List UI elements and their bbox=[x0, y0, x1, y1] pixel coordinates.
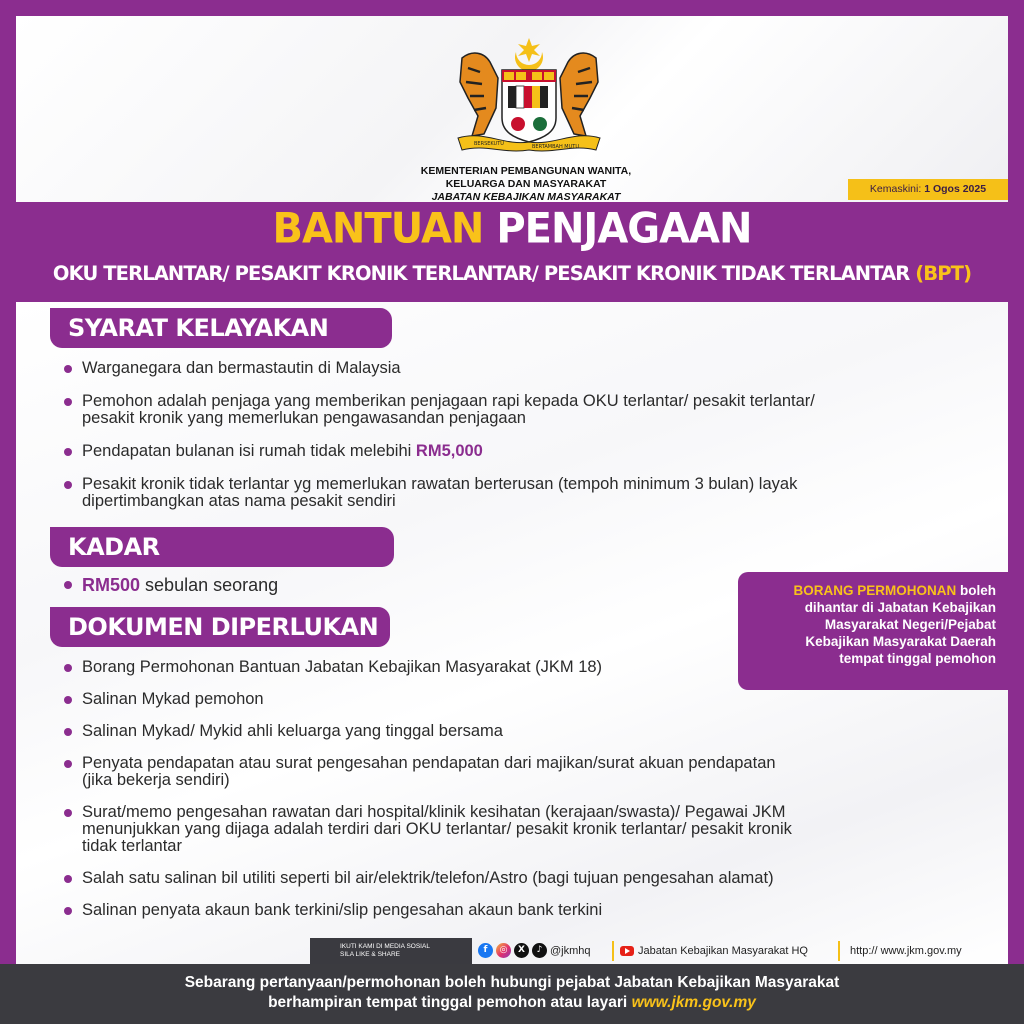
follow-us-label: IKUTI KAMI DI MEDIA SOSIAL SILA LIKE & SHARE bbox=[310, 938, 472, 964]
list-item: Pendapatan bulanan isi rumah tidak melebihi RM5,000 bbox=[64, 443, 984, 460]
application-note-highlight: BORANG PERMOHONAN bbox=[793, 583, 957, 598]
x-icon[interactable]: X bbox=[514, 943, 529, 958]
svg-text:BERSEKUTU: BERSEKUTU bbox=[474, 141, 504, 147]
social-strip bbox=[310, 938, 1008, 964]
eligibility-list bbox=[64, 360, 984, 510]
list-item: Borang Permohonan Bantuan Jabatan Kebajikan Masyarakat (JKM 18) bbox=[64, 659, 984, 676]
list-item: Salinan Mykad/ Mykid ahli keluarga yang tinggal bersama bbox=[64, 723, 984, 740]
divider bbox=[838, 941, 840, 961]
sub-title bbox=[0, 262, 1024, 285]
ministry-name bbox=[356, 165, 696, 204]
rate-text: sebulan seorang bbox=[145, 575, 279, 595]
facebook-icon[interactable]: f bbox=[478, 943, 493, 958]
application-note: BORANG PERMOHONAN boleh dihantar di Jabatan Kebajikan Masyarakat Negeri/Pejabat Kebajikan Masyarakat Daerah tempat tinggal pemohon bbox=[738, 572, 1008, 690]
ministry-line-1: KEMENTERIAN PEMBANGUNAN WANITA, bbox=[420, 165, 632, 177]
income-limit: RM5,000 bbox=[415, 442, 483, 460]
documents-heading: DOKUMEN DIPERLUKAN bbox=[50, 607, 390, 647]
eligibility-heading: SYARAT KELAYAKAN bbox=[50, 308, 392, 348]
website-link[interactable]: http:// www.jkm.gov.my bbox=[850, 945, 962, 957]
footer-url[interactable]: www.jkm.gov.my bbox=[631, 994, 756, 1011]
main-title-word2: PENJAGAAN bbox=[496, 204, 752, 254]
list-item: Pemohon adalah penjaga yang memberikan penjagaan rapi kepada OKU terlantar/ pesakit terlantar/ pesakit kronik yang memerlukan pengawasandan penjagaan bbox=[64, 393, 984, 427]
updated-date: 1 Ogos 2025 bbox=[924, 183, 987, 195]
social-icons bbox=[478, 943, 547, 959]
list-item: Pesakit kronik tidak terlantar yg memerlukan rawatan berterusan (tempoh minimum 3 bulan) layak dipertimbangkan atas nama pesakit sendiri bbox=[64, 476, 984, 510]
list-item: Salinan penyata akaun bank terkini/slip pengesahan akaun bank terkini bbox=[64, 902, 984, 919]
list-item: Salah satu salinan bil utiliti seperti bil air/elektrik/telefon/Astro (bagi tujuan pengesahan alamat) bbox=[64, 870, 984, 887]
ministry-line-2: KELUARGA DAN MASYARAKAT bbox=[445, 178, 607, 190]
divider bbox=[612, 941, 614, 961]
list-item: Surat/memo pengesahan rawatan dari hospital/klinik kesihatan (kerajaan/swasta)/ Pegawai JKM menunjukkan yang dijaga adalah terdiri dari OKU terlantar/ pesakit kronik terlantar/ pesakit kronik tidak terlantar bbox=[64, 804, 984, 855]
department-name: JABATAN KEBAJIKAN MASYARAKAT bbox=[431, 191, 621, 203]
instagram-icon[interactable]: ◎ bbox=[496, 943, 511, 958]
list-item: Warganegara dan bermastautin di Malaysia bbox=[64, 360, 984, 377]
title-band bbox=[0, 202, 1024, 302]
documents-list bbox=[64, 659, 984, 919]
list-item: Salinan Mykad pemohon bbox=[64, 691, 984, 708]
malaysia-coat-of-arms-icon bbox=[454, 38, 604, 156]
svg-text:BERTAMBAH MUTU: BERTAMBAH MUTU bbox=[532, 144, 579, 150]
footer bbox=[0, 964, 1024, 1024]
sub-title-text: OKU TERLANTAR/ PESAKIT KRONIK TERLANTAR/ PESAKIT KRONIK TIDAK TERLANTAR bbox=[52, 262, 910, 285]
rate-amount: RM500 bbox=[82, 575, 141, 595]
youtube-channel-name[interactable]: Jabatan Kebajikan Masyarakat HQ bbox=[638, 945, 808, 957]
youtube-icon[interactable] bbox=[620, 946, 634, 956]
list-item: Penyata pendapatan atau surat pengesahan pendapatan dari majikan/surat akuan pendapatan (jika bekerja sendiri) bbox=[64, 755, 984, 789]
updated-label: Kemaskini: bbox=[869, 183, 922, 195]
footer-line-2: berhampiran tempat tinggal pemohon atau layari www.jkm.gov.my bbox=[268, 994, 756, 1011]
main-title bbox=[0, 205, 1024, 253]
updated-badge bbox=[848, 179, 1008, 200]
tiktok-icon[interactable]: ♪ bbox=[532, 943, 547, 958]
sub-title-abbr: (BPT) bbox=[915, 262, 972, 285]
main-title-word1: BANTUAN bbox=[272, 204, 484, 254]
header-card bbox=[16, 16, 1008, 202]
social-handle[interactable]: @jkmhq bbox=[550, 945, 591, 957]
rate-heading: KADAR bbox=[50, 527, 394, 567]
footer-line-1: Sebarang pertanyaan/permohonan boleh hubungi pejabat Jabatan Kebajikan Masyarakat bbox=[184, 974, 840, 991]
rate-item bbox=[64, 576, 278, 594]
